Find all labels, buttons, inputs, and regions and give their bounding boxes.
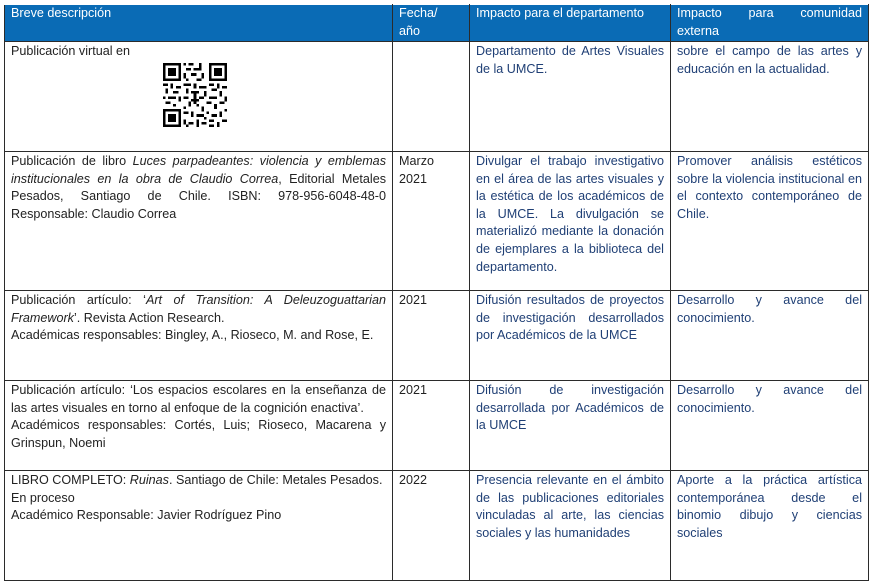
cell-ext-impact: Aporte a la práctica artística contemporánea desde el binomio dibujo y ciencias sociales xyxy=(671,471,869,581)
cell-description: Publicación artículo: ‘Art of Transition: A Deleuzoguattarian Framework’. Revista Action Research. Académicas responsables: Bingley, A., Rioseco, M. and Rose, E. xyxy=(5,291,393,381)
cell-dept-impact: Difusión resultados de proyectos de investigación desarrollados por Académicos de la UMCE xyxy=(470,291,671,381)
cell-ext-impact: Desarrollo y avance del conocimiento. xyxy=(671,291,869,381)
impact-table xyxy=(4,4,869,581)
cell-description xyxy=(5,42,393,152)
cell-dept-impact: Difusión de investigación desarrollada por Académicos de la UMCE xyxy=(470,381,671,471)
cell-ext-impact: Desarrollo y avance del conocimiento. xyxy=(671,381,869,471)
cell-date: 2021 xyxy=(393,381,470,471)
cell-date: 2021 xyxy=(393,291,470,381)
header-description: Breve descripción xyxy=(5,5,393,42)
header-ext-impact: Impacto para comunidad externa xyxy=(671,5,869,42)
table-header-row xyxy=(5,5,869,42)
cell-description: LIBRO COMPLETO: Ruinas. Santiago de Chile: Metales Pesados. En proceso Académico Responsable: Javier Rodríguez Pino xyxy=(5,471,393,581)
table-row xyxy=(5,42,869,152)
qr-code-icon[interactable] xyxy=(163,63,227,127)
cell-dept-impact: Presencia relevante en el ámbito de las publicaciones editoriales vinculadas al arte, las ciencias sociales y las humanidades xyxy=(470,471,671,581)
cell-date: Marzo 2021 xyxy=(393,152,470,291)
table-row xyxy=(5,381,869,471)
header-dept-impact: Impacto para el departamento xyxy=(470,5,671,42)
table-row xyxy=(5,291,869,381)
cell-dept-impact: Divulgar el trabajo investigativo en el área de las artes visuales y la estética de los académicos de la UMCE. La divulgación se materializó mediante la donación de ejemplares a la biblioteca del departamento. xyxy=(470,152,671,291)
description-text: Publicación virtual en xyxy=(11,44,131,58)
header-date: Fecha/ año xyxy=(393,5,470,42)
cell-date: 2022 xyxy=(393,471,470,581)
cell-dept-impact: Departamento de Artes Visuales de la UMCE. xyxy=(470,42,671,152)
cell-description: Publicación de libro Luces parpadeantes: violencia y emblemas institucionales en la obra de Claudio Correa, Editorial Metales Pesados, Santiago de Chile. ISBN: 978-956-6048-48-0 Responsable: Claudio Correa xyxy=(5,152,393,291)
cell-ext-impact: sobre el campo de las artes y educación en la actualidad. xyxy=(671,42,869,152)
cell-description: Publicación artículo: ‘Los espacios escolares en la enseñanza de las artes visuales en torno al enfoque de la cognición enactiva’. Académicos responsables: Cortés, Luis; Rioseco, Macarena y Grinspun, Noemi xyxy=(5,381,393,471)
cell-date xyxy=(393,42,470,152)
table-row xyxy=(5,152,869,291)
table-row xyxy=(5,471,869,581)
cell-ext-impact: Promover análisis estéticos sobre la violencia institucional en el contexto contemporáneo de Chile. xyxy=(671,152,869,291)
